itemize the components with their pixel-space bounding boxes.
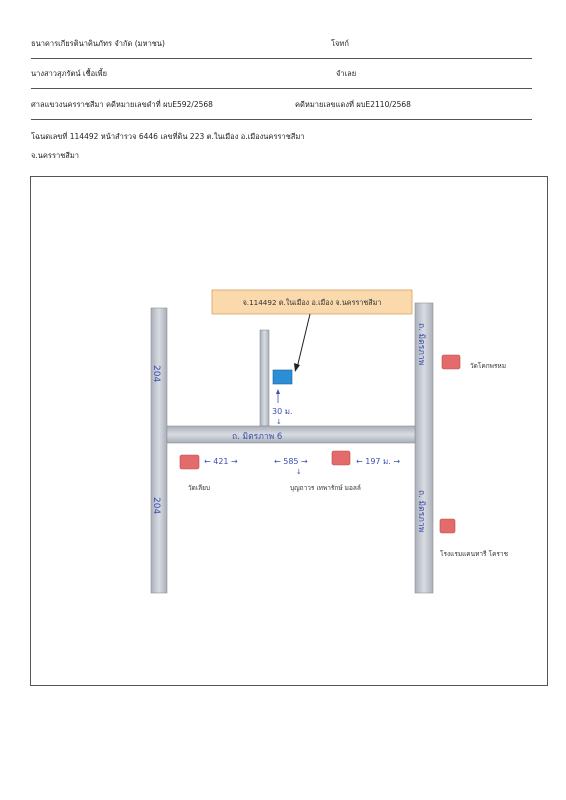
landmark-marker xyxy=(180,455,199,469)
plaintiff-role: โจทก์ xyxy=(331,39,349,48)
road-left-bottom-label: 204 xyxy=(151,497,161,515)
defendant-role: จำเลย xyxy=(336,69,357,78)
road-middle xyxy=(167,426,415,443)
distance-up: 30 ม. xyxy=(272,407,293,416)
landmark-label: วัดเลียบ xyxy=(188,484,211,492)
road-right-bottom-label: ถ. มิตรภาพ xyxy=(416,490,426,533)
landmark-label: วัดโคกพรหม xyxy=(470,362,506,370)
road-lane xyxy=(260,330,269,426)
callout-arrowhead xyxy=(294,363,300,372)
landmark-marker xyxy=(440,519,455,533)
landmark-marker xyxy=(332,451,350,465)
callout-pointer xyxy=(297,314,310,368)
distance-right: ← 197 ม. → xyxy=(356,457,401,466)
distance-left: ← 421 → xyxy=(204,457,238,466)
plaintiff-name: ธนาคารเกียรตินาคินภัทร จำกัด (มหาชน) xyxy=(31,39,165,48)
road-right-top-label: ถ. มิตรภาพ xyxy=(416,323,426,366)
court-case-red: คดีหมายเลขแดงที่ ผบE2110/2568 xyxy=(295,100,411,109)
road-left-top-label: 204 xyxy=(151,365,161,383)
callout-text: จ.114492 ต.ในเมือง อ.เมือง จ.นครราชสีมา xyxy=(242,298,382,307)
landmark-label: โรงแรมแคนทารี โคราช xyxy=(440,550,508,558)
deed-line: โฉนดเลขที่ 114492 หน้าสำรวจ 6446 เลขที่ดิน 223 ต.ในเมือง อ.เมืองนครราชสีมา xyxy=(31,132,305,141)
road-left xyxy=(151,308,167,593)
subject-parcel-marker xyxy=(273,370,292,384)
landmark-label: บุญถาวร เทพารักษ์ มอลล์ xyxy=(290,484,361,492)
small-arrow-glyph: ↓ xyxy=(296,468,302,476)
up-arrowhead xyxy=(276,389,280,394)
road-middle-label: ถ. มิตรภาพ 6 xyxy=(232,432,283,442)
court-case-black: ศาลแขวงนครราชสีมา คดีหมายเลขดำที่ ผบE592/2568 xyxy=(31,100,213,109)
defendant-name: นางสาวสุภรัตน์ เชื้อเพี้ย xyxy=(31,69,107,78)
province-line: จ.นครราชสีมา xyxy=(31,151,80,160)
distance-mid: ← 585 → xyxy=(274,457,308,466)
down-arrow-glyph: ↓ xyxy=(276,418,282,426)
landmark-marker xyxy=(442,355,460,369)
